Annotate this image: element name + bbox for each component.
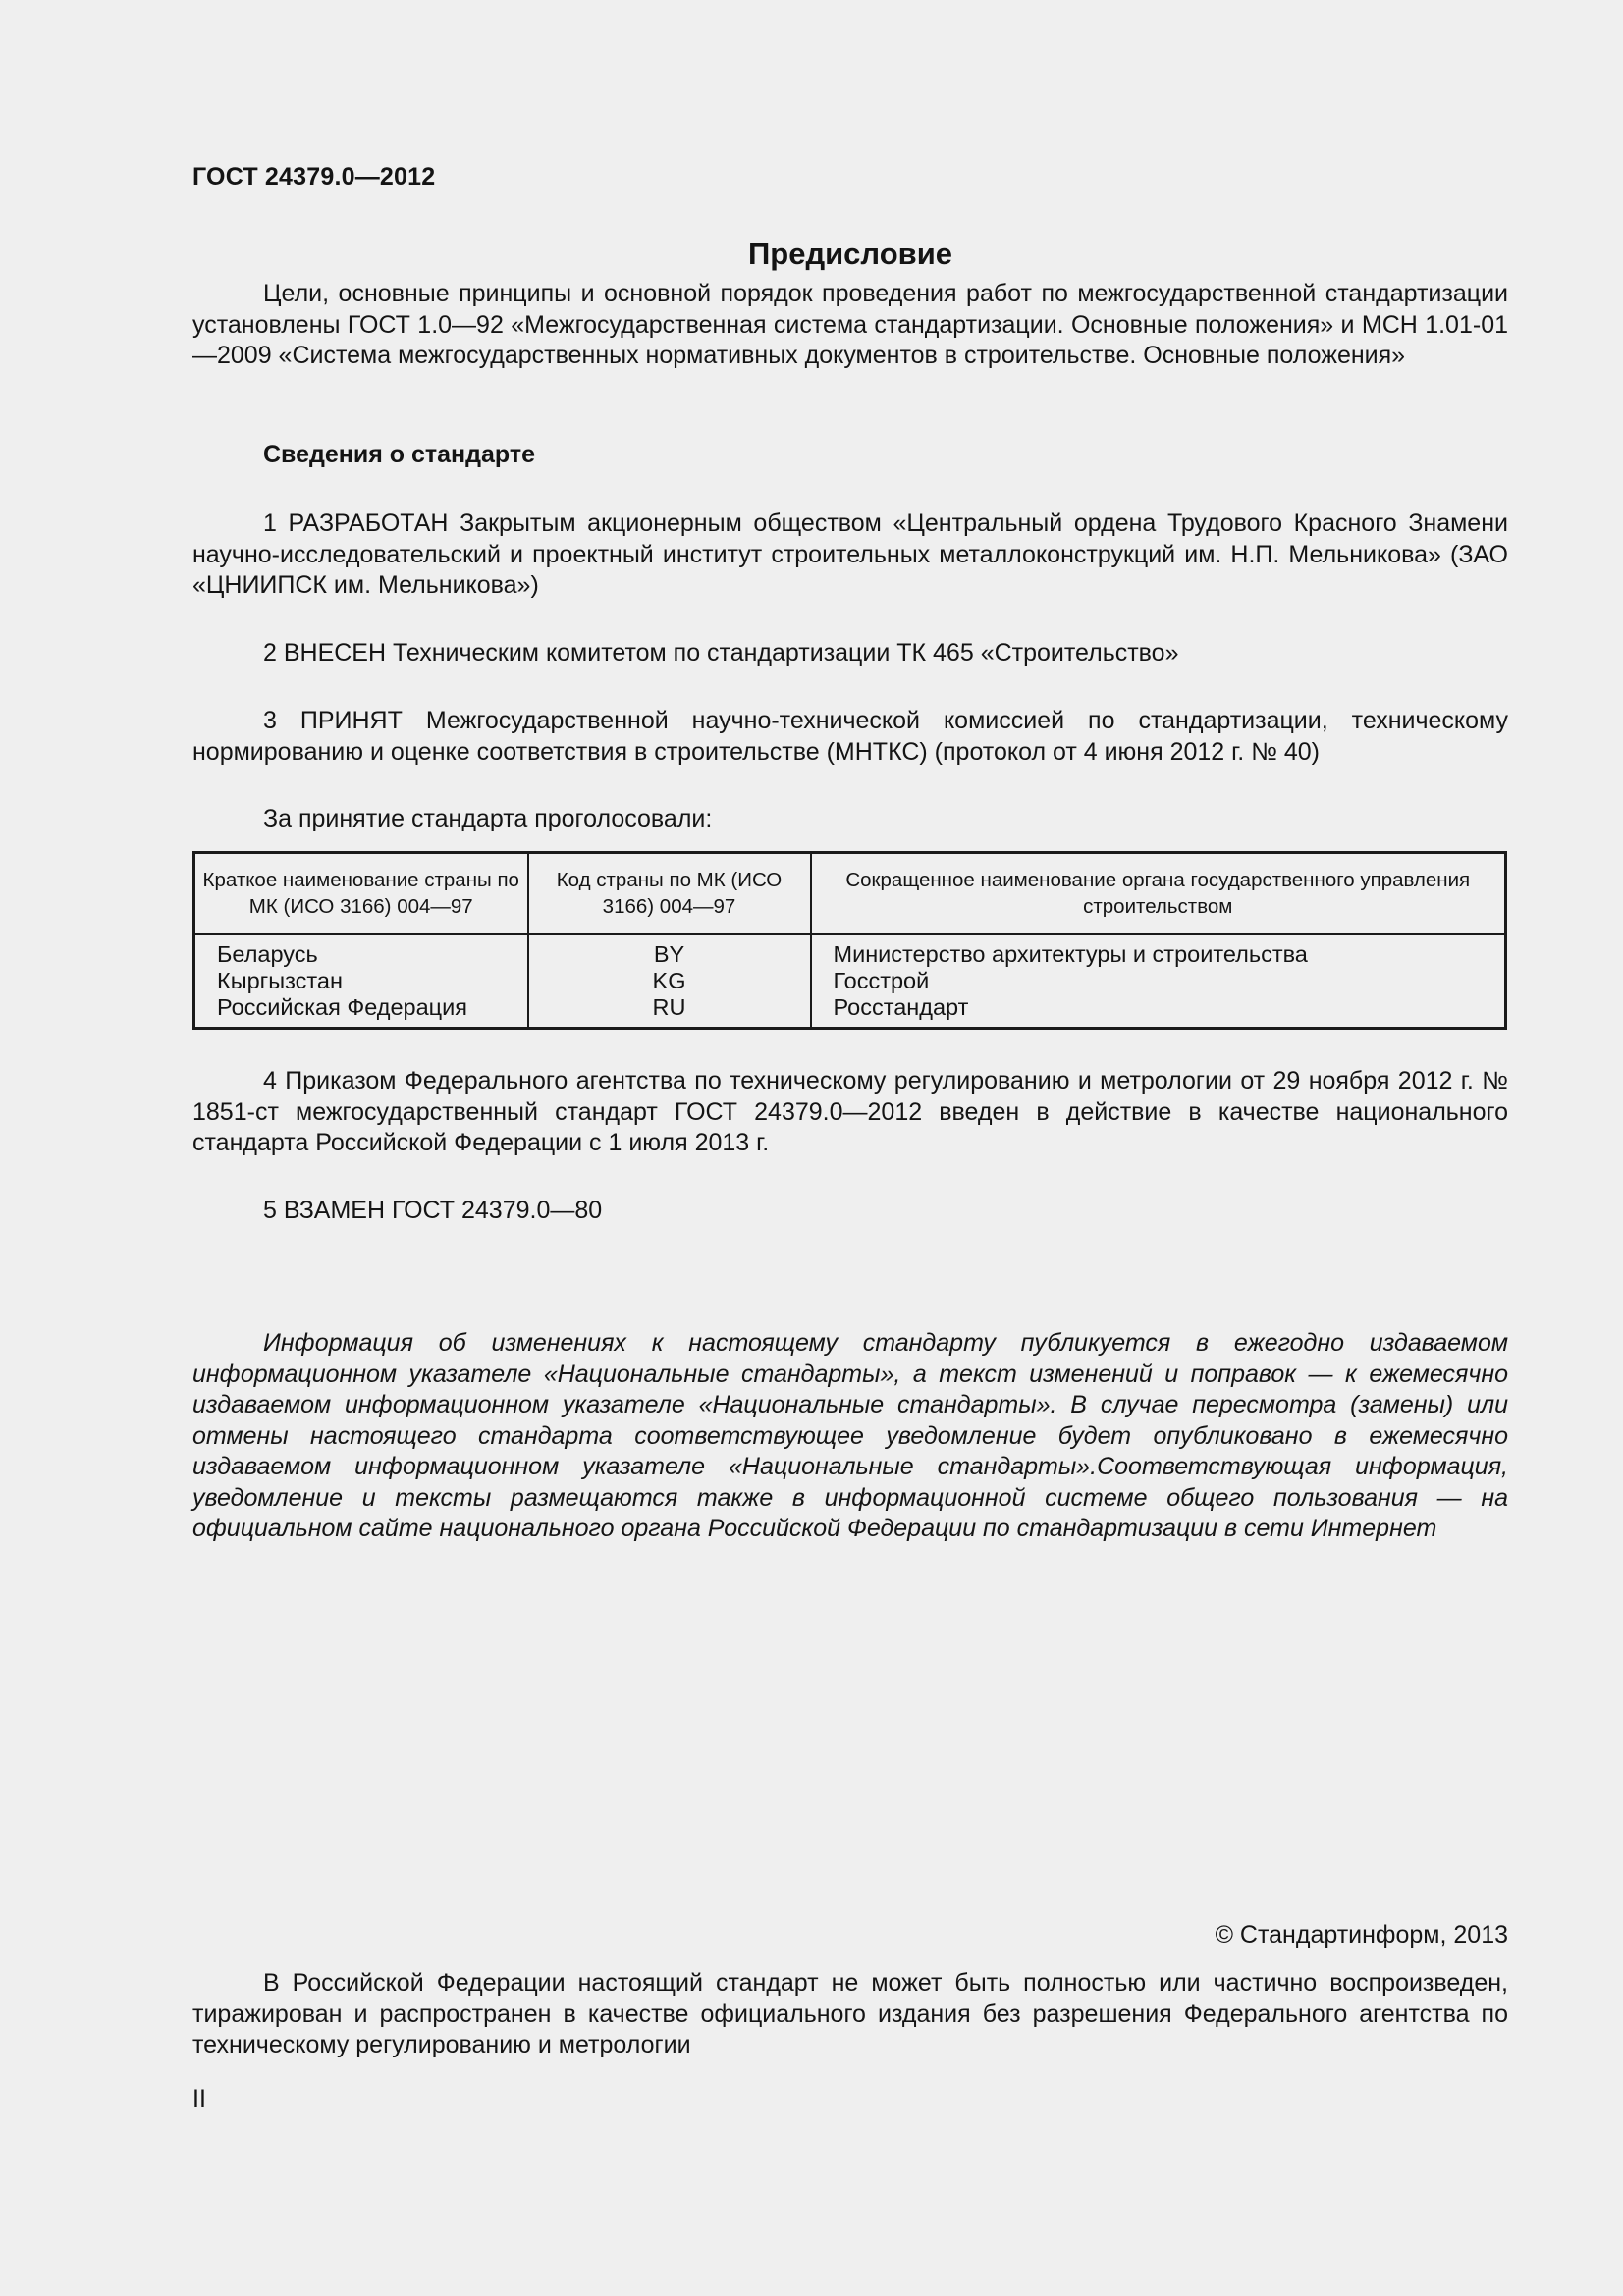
document-code: ГОСТ 24379.0—2012 xyxy=(192,163,436,190)
country-name: Беларусь xyxy=(217,941,318,967)
info-heading: Сведения о стандарте xyxy=(263,441,536,468)
page-number: II xyxy=(192,2085,206,2112)
country-column xyxy=(194,934,528,1029)
item-replaces: 5 ВЗАМЕН ГОСТ 24379.0—80 xyxy=(263,1197,603,1224)
intro-paragraph: Цели, основные принципы и основной порядок проведения работ по межгосударственной стандартизации установлены ГОСТ 1.0—92 «Межгосударственная система стандартизации. Основные положения» и МСН 1.01-01—2009 «Система межгосударственных нормативных документов в строительстве. Основные положения» xyxy=(192,280,1508,369)
copyright: © Стандартинформ, 2013 xyxy=(1215,1921,1508,1949)
document-page xyxy=(192,0,1508,2296)
authority-name: Министерство архитектуры и строительства xyxy=(833,941,1308,967)
item-submitted: 2 ВНЕСЕН Техническим комитетом по стандартизации ТК 465 «Строительство» xyxy=(263,639,1179,667)
header-authority: Сокращенное наименование органа государственного управления строительством xyxy=(811,853,1506,934)
voting-table xyxy=(192,851,1507,1030)
vote-intro: За принятие стандарта проголосовали: xyxy=(263,805,713,832)
country-name: Кыргызстан xyxy=(217,968,343,993)
country-code: RU xyxy=(652,994,686,1020)
country-code: BY xyxy=(653,941,685,967)
item-developed: 1 РАЗРАБОТАН Закрытым акционерным обществом «Центральный ордена Трудового Красного Знамени научно-исследовательский и проектный институт строительных металлоконструкций им. Н.П. Мельникова» (ЗАО «ЦНИИПСК им. Мельникова») xyxy=(192,509,1508,599)
authority-name: Росстандарт xyxy=(833,994,969,1020)
code-column xyxy=(528,934,811,1029)
change-info-notice: Информация об изменениях к настоящему стандарту публикуется в ежегодно издаваемом информационном указателе «Национальные стандарты», а текст изменений и поправок — к ежемесячно издаваемом информационном указателе «Национальные стандарты». В случае пересмотра (замены) или отмены настоящего стандарта соответствующее уведомление будет опубликовано в ежемесячно издаваемом информационном указателе «Национальные стандарты».Соответствующая информация, уведомление и тексты размещаются также в информационной системе общего пользования — на официальном сайте национального органа Российской Федерации по стандартизации в сети Интернет xyxy=(192,1329,1508,1542)
header-country: Краткое наименование страны по МК (ИСО 3166) 004—97 xyxy=(194,853,528,934)
item-adopted: 3 ПРИНЯТ Межгосударственной научно-технической комиссией по стандартизации, техническому нормированию и оценке соответствия в строительстве (МНТКС) (протокол от 4 июня 2012 г. № 40) xyxy=(192,707,1508,766)
table-row xyxy=(194,934,1506,1029)
item-enacted: 4 Приказом Федерального агентства по техническому регулированию и метрологии от 29 ноября 2012 г. № 1851-ст межгосударственный стандарт ГОСТ 24379.0—2012 введен в действие в качестве национального стандарта Российской Федерации с 1 июля 2013 г. xyxy=(192,1067,1508,1156)
table-header-row xyxy=(194,853,1506,934)
authority-name: Госстрой xyxy=(833,968,930,993)
rights-notice: В Российской Федерации настоящий стандарт не может быть полностью или частично воспроизведен, тиражирован и распространен в качестве официального издания без разрешения Федерального агентства по техническому регулированию и метрологии xyxy=(192,1969,1508,2058)
country-name: Российская Федерация xyxy=(217,994,467,1020)
authority-column xyxy=(811,934,1506,1029)
country-code: KG xyxy=(652,968,686,993)
header-code: Код страны по МК (ИСО 3166) 004—97 xyxy=(528,853,811,934)
page-title: Предисловие xyxy=(747,237,952,271)
